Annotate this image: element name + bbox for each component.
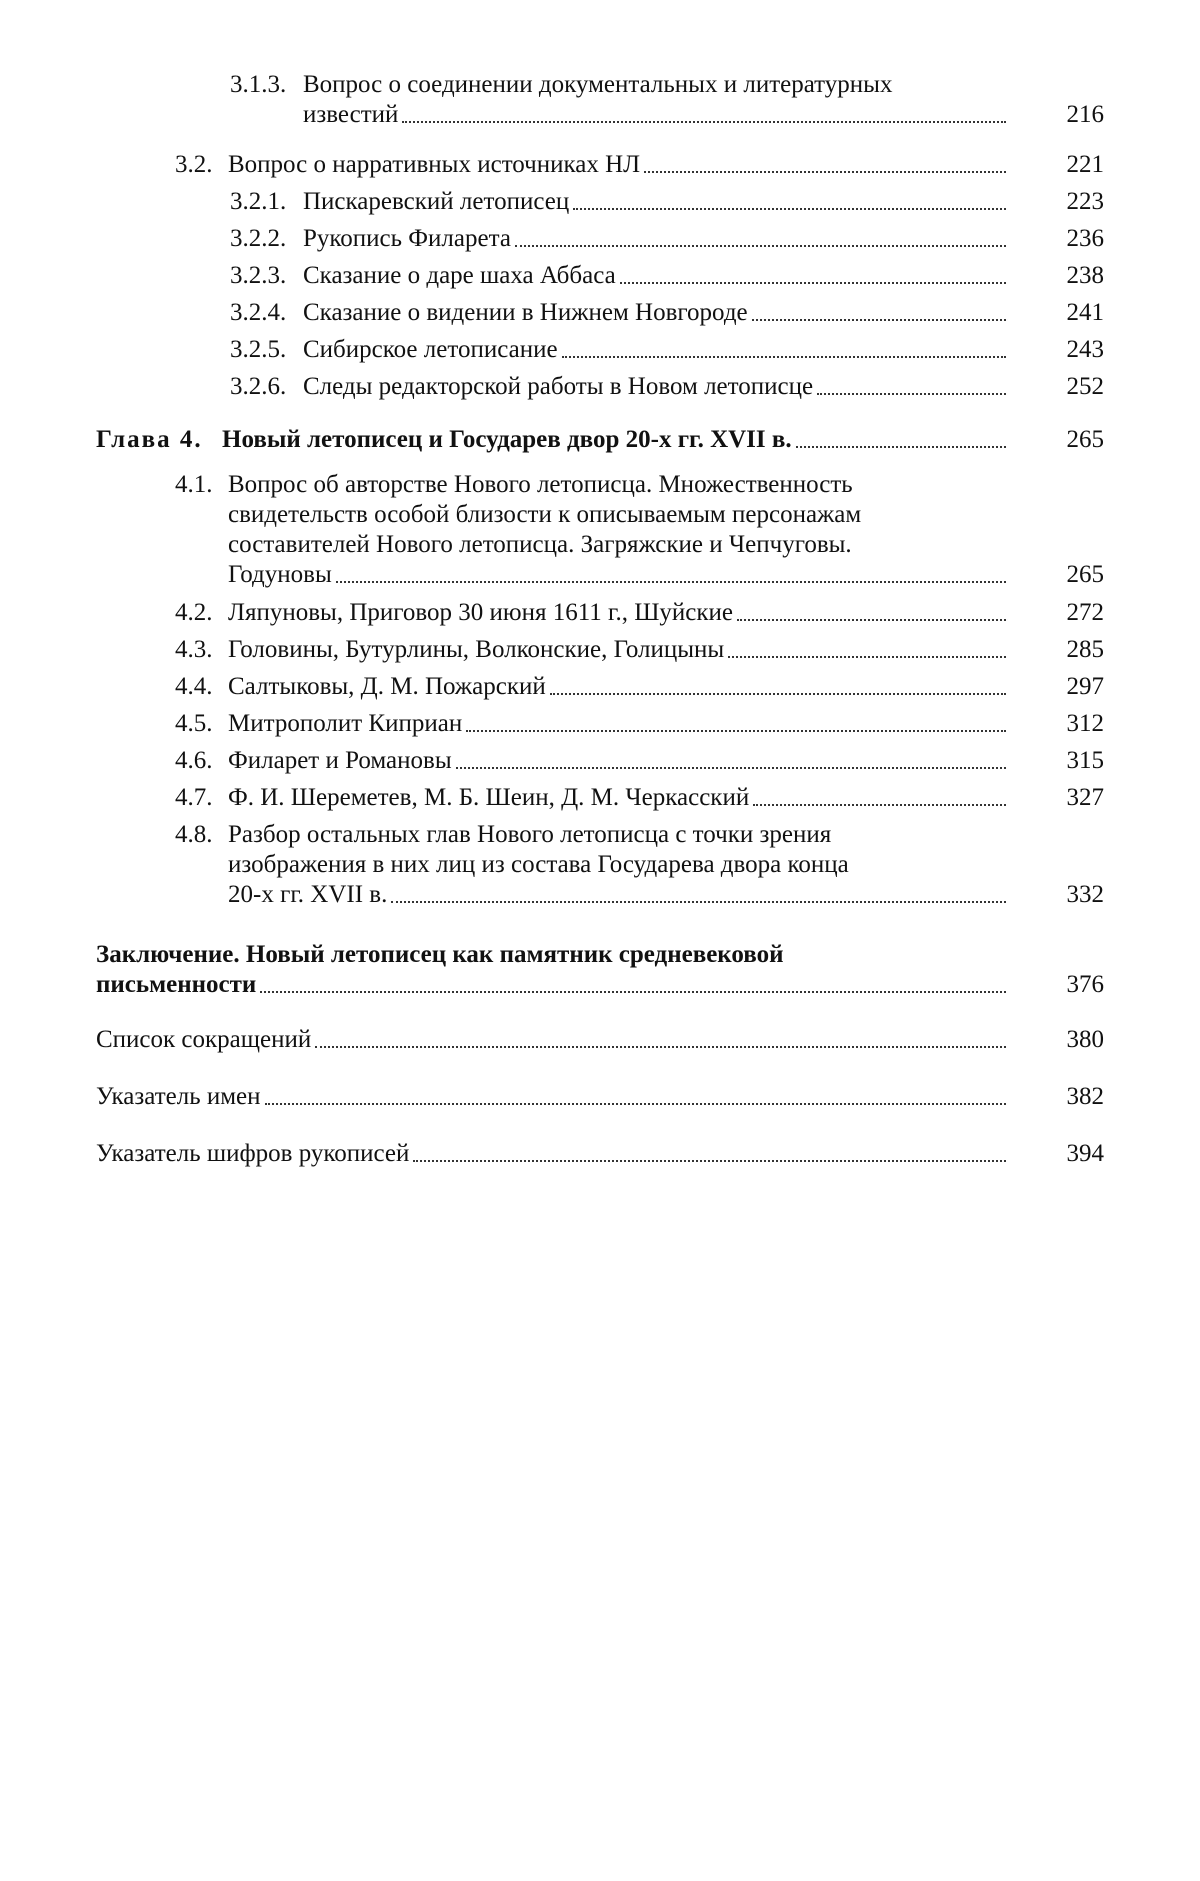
toc-entry	[0, 598, 1200, 628]
toc-entry	[0, 1139, 1200, 1169]
toc-page-number: 285	[1034, 635, 1104, 665]
dot-leader	[265, 1102, 1006, 1105]
dot-leader	[817, 392, 1006, 395]
toc-entry-title-line: Сибирское летописание	[303, 335, 558, 365]
toc-entry	[0, 672, 1200, 702]
toc-entry-number: 3.2.	[175, 150, 213, 180]
toc-page-number: 236	[1034, 224, 1104, 254]
toc-entry-title-line: Салтыковы, Д. М. Пожарский	[228, 672, 546, 702]
dot-leader	[753, 803, 1006, 806]
toc-entry	[0, 783, 1200, 813]
toc-page-number: 223	[1034, 187, 1104, 217]
dot-leader	[573, 207, 1006, 210]
toc-entry-title-line: Ляпуновы, Приговор 30 июня 1611 г., Шуйские	[228, 598, 733, 628]
toc-entry-number: 4.1.	[175, 470, 213, 500]
toc-entry-title-line: Новый летописец и Государев двор 20-х гг. XVII в.	[222, 425, 792, 455]
toc-entry-number: 3.2.4.	[230, 298, 286, 328]
toc-entry	[0, 261, 1200, 291]
toc-entry-number: 4.2.	[175, 598, 213, 628]
toc-entry-title-line: Сказание о видении в Нижнем Новгороде	[303, 298, 748, 328]
toc-entry	[0, 425, 1200, 455]
toc-entry	[0, 635, 1200, 665]
toc-page-number: 327	[1034, 783, 1104, 813]
dot-leader	[644, 170, 1006, 173]
toc-entry-number: 4.8.	[175, 820, 213, 850]
toc-page-number: 315	[1034, 746, 1104, 776]
dot-leader	[796, 445, 1006, 448]
toc-page-number: 241	[1034, 298, 1104, 328]
dot-leader	[336, 580, 1006, 583]
toc-entry	[0, 298, 1200, 328]
toc-page-number: 243	[1034, 335, 1104, 365]
toc-entry-number: 4.5.	[175, 709, 213, 739]
toc-entry-title-line: Разбор остальных глав Нового летописца с точки зрения	[228, 820, 831, 850]
toc-entry-number: 3.2.6.	[230, 372, 286, 402]
dot-leader	[515, 244, 1006, 247]
toc-entry-number: 4.4.	[175, 672, 213, 702]
toc-page-number: 312	[1034, 709, 1104, 739]
toc-entry-title-line: Следы редакторской работы в Новом летописце	[303, 372, 813, 402]
dot-leader	[620, 281, 1006, 284]
toc-entry-title-line: Ф. И. Шереметев, М. Б. Шеин, Д. М. Черкасский	[228, 783, 749, 813]
toc-entry-number: 3.1.3.	[230, 70, 286, 100]
dot-leader	[315, 1045, 1006, 1048]
toc-entry-title-line: Годуновы	[228, 560, 332, 590]
dot-leader	[466, 729, 1006, 732]
toc-page-number: 297	[1034, 672, 1104, 702]
toc-entry-title-line: письменности	[96, 970, 256, 1000]
dot-leader	[550, 692, 1006, 695]
dot-leader	[562, 355, 1006, 358]
toc-entry-title-line: Список сокращений	[96, 1025, 311, 1055]
toc-page-number: 394	[1034, 1139, 1104, 1169]
toc-entry	[0, 187, 1200, 217]
toc-entry-title-line: Вопрос об авторстве Нового летописца. Множественность	[228, 470, 853, 500]
toc-entry-title-line: свидетельств особой близости к описываемым персонажам	[228, 500, 861, 530]
toc-page-number: 265	[1034, 425, 1104, 455]
toc-entry-number: Глава 4.	[96, 425, 203, 455]
toc-entry	[0, 746, 1200, 776]
toc-page-number: 272	[1034, 598, 1104, 628]
toc-entry	[0, 224, 1200, 254]
toc-entry-number: 3.2.2.	[230, 224, 286, 254]
toc-entry	[0, 1082, 1200, 1112]
toc-page-number: 238	[1034, 261, 1104, 291]
dot-leader	[413, 1159, 1006, 1162]
toc-entry	[0, 470, 1200, 590]
toc-entry-title-line: известий	[303, 100, 398, 130]
toc-entry	[0, 150, 1200, 180]
toc-entry-title-line: 20-х гг. XVII в.	[228, 880, 387, 910]
dot-leader	[728, 655, 1006, 658]
toc-entry-title-line: Вопрос о соединении документальных и литературных	[303, 70, 892, 100]
toc-page-number: 380	[1034, 1025, 1104, 1055]
toc-entry-title-line: Указатель шифров рукописей	[96, 1139, 409, 1169]
toc-entry-number: 3.2.1.	[230, 187, 286, 217]
dot-leader	[737, 618, 1006, 621]
dot-leader	[260, 990, 1006, 993]
toc-entry	[0, 1025, 1200, 1055]
toc-page-number: 216	[1034, 100, 1104, 130]
dot-leader	[391, 900, 1006, 903]
toc-entry	[0, 335, 1200, 365]
toc-entry-title-line: Вопрос о нарративных источниках НЛ	[228, 150, 640, 180]
toc-entry-title-line: Пискаревский летописец	[303, 187, 569, 217]
dot-leader	[456, 766, 1006, 769]
toc-entry	[0, 820, 1200, 910]
toc-entry-title-line: Заключение. Новый летописец как памятник средневековой	[96, 940, 784, 970]
toc-entry	[0, 372, 1200, 402]
toc-entry-title-line: Указатель имен	[96, 1082, 261, 1112]
toc-entry	[0, 940, 1200, 1000]
toc-page-number: 376	[1034, 970, 1104, 1000]
toc-page-number: 221	[1034, 150, 1104, 180]
toc-entry-title-line: Филарет и Романовы	[228, 746, 452, 776]
toc-entry-title-line: составителей Нового летописца. Загряжские и Чепчуговы.	[228, 530, 852, 560]
toc-page-number: 252	[1034, 372, 1104, 402]
toc-entry	[0, 70, 1200, 130]
toc-entry-title-line: изображения в них лиц из состава Государева двора конца	[228, 850, 849, 880]
toc-entry-title-line: Митрополит Киприан	[228, 709, 462, 739]
toc-entry-number: 3.2.5.	[230, 335, 286, 365]
toc-entry-title-line: Сказание о даре шаха Аббаса	[303, 261, 616, 291]
table-of-contents	[0, 0, 1200, 1881]
toc-page-number: 332	[1034, 880, 1104, 910]
toc-entry-number: 4.3.	[175, 635, 213, 665]
toc-entry	[0, 709, 1200, 739]
toc-entry-number: 3.2.3.	[230, 261, 286, 291]
toc-entry-title-line: Головины, Бутурлины, Волконские, Голицыны	[228, 635, 724, 665]
dot-leader	[402, 120, 1006, 123]
dot-leader	[752, 318, 1006, 321]
toc-page-number: 265	[1034, 560, 1104, 590]
toc-page-number: 382	[1034, 1082, 1104, 1112]
toc-entry-number: 4.7.	[175, 783, 213, 813]
toc-entry-number: 4.6.	[175, 746, 213, 776]
toc-entry-title-line: Рукопись Филарета	[303, 224, 511, 254]
